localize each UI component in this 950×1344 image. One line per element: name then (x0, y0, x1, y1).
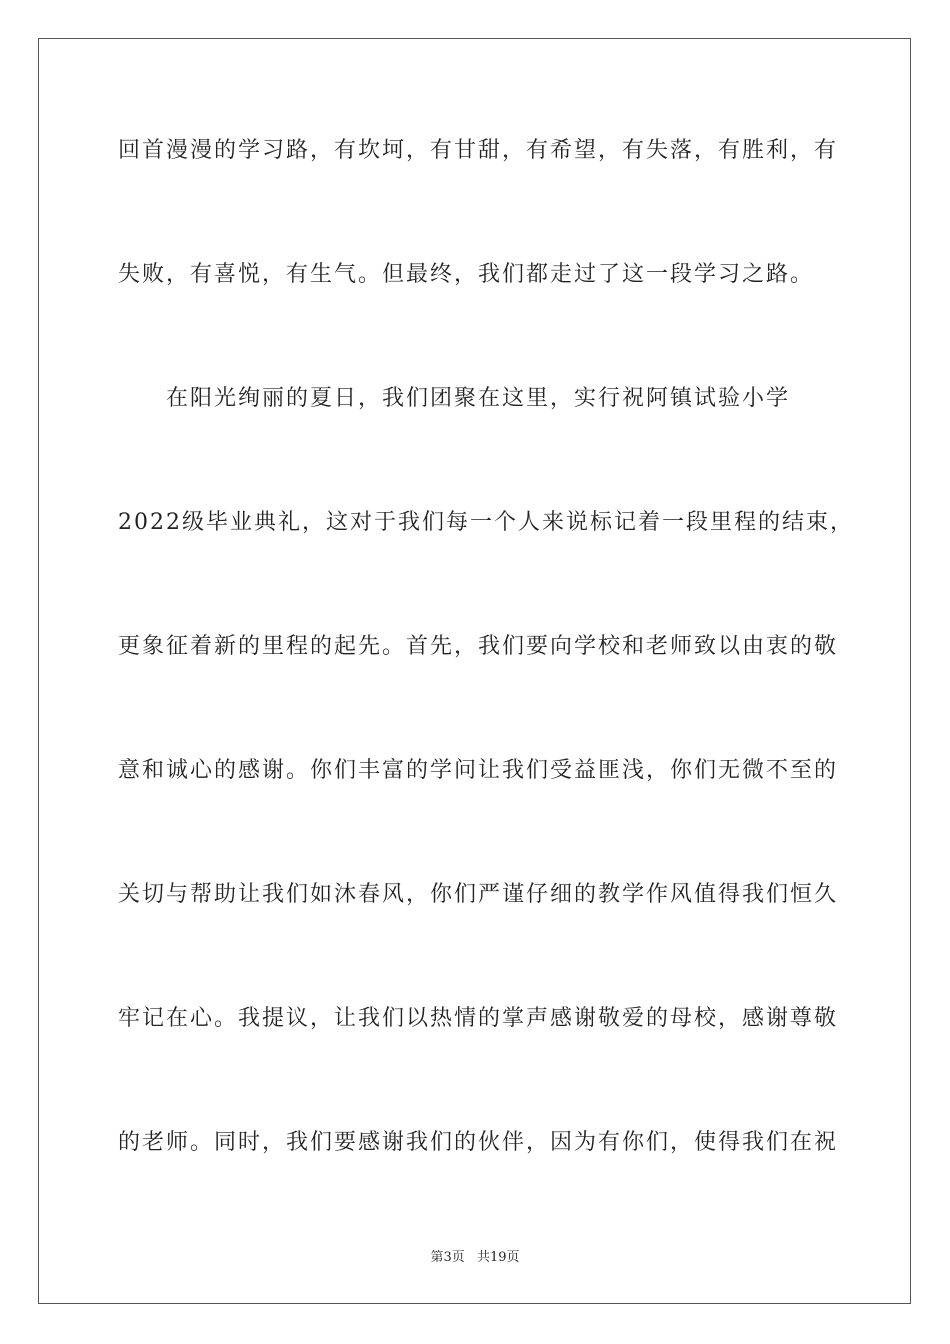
body-text-line: 牢记在心。我提议，让我们以热情的掌声感谢敬爱的母校，感谢尊敬 (118, 1006, 839, 1031)
page-footer (0, 1246, 950, 1265)
body-text-line: 关切与帮助让我们如沐春风，你们严谨仔细的教学作风值得我们恒久 (118, 882, 839, 907)
paragraph-first-line: 在阳光绚丽的夏日，我们团聚在这里，实行祝阿镇试验小学 (166, 386, 791, 411)
page-number: 第3页 (430, 1250, 465, 1265)
body-text-line: 2022级毕业典礼，这对于我们每一个人来说标记着一段里程的结束， (118, 510, 854, 535)
body-text-line: 失败，有喜悦，有生气。但最终，我们都走过了这一段学习之路。 (118, 262, 815, 287)
body-text-line: 意和诚心的感谢。你们丰富的学问让我们受益匪浅，你们无微不至的 (118, 758, 839, 783)
body-text-line: 更象征着新的里程的起先。首先，我们要向学校和老师致以由衷的敬 (118, 634, 839, 659)
body-text-line: 回首漫漫的学习路，有坎坷，有甘甜，有希望，有失落，有胜利，有 (118, 138, 839, 163)
page-frame (38, 38, 911, 1304)
page-total: 共19页 (476, 1250, 520, 1265)
body-text-line: 的老师。同时，我们要感谢我们的伙伴，因为有你们，使得我们在祝 (118, 1130, 839, 1155)
